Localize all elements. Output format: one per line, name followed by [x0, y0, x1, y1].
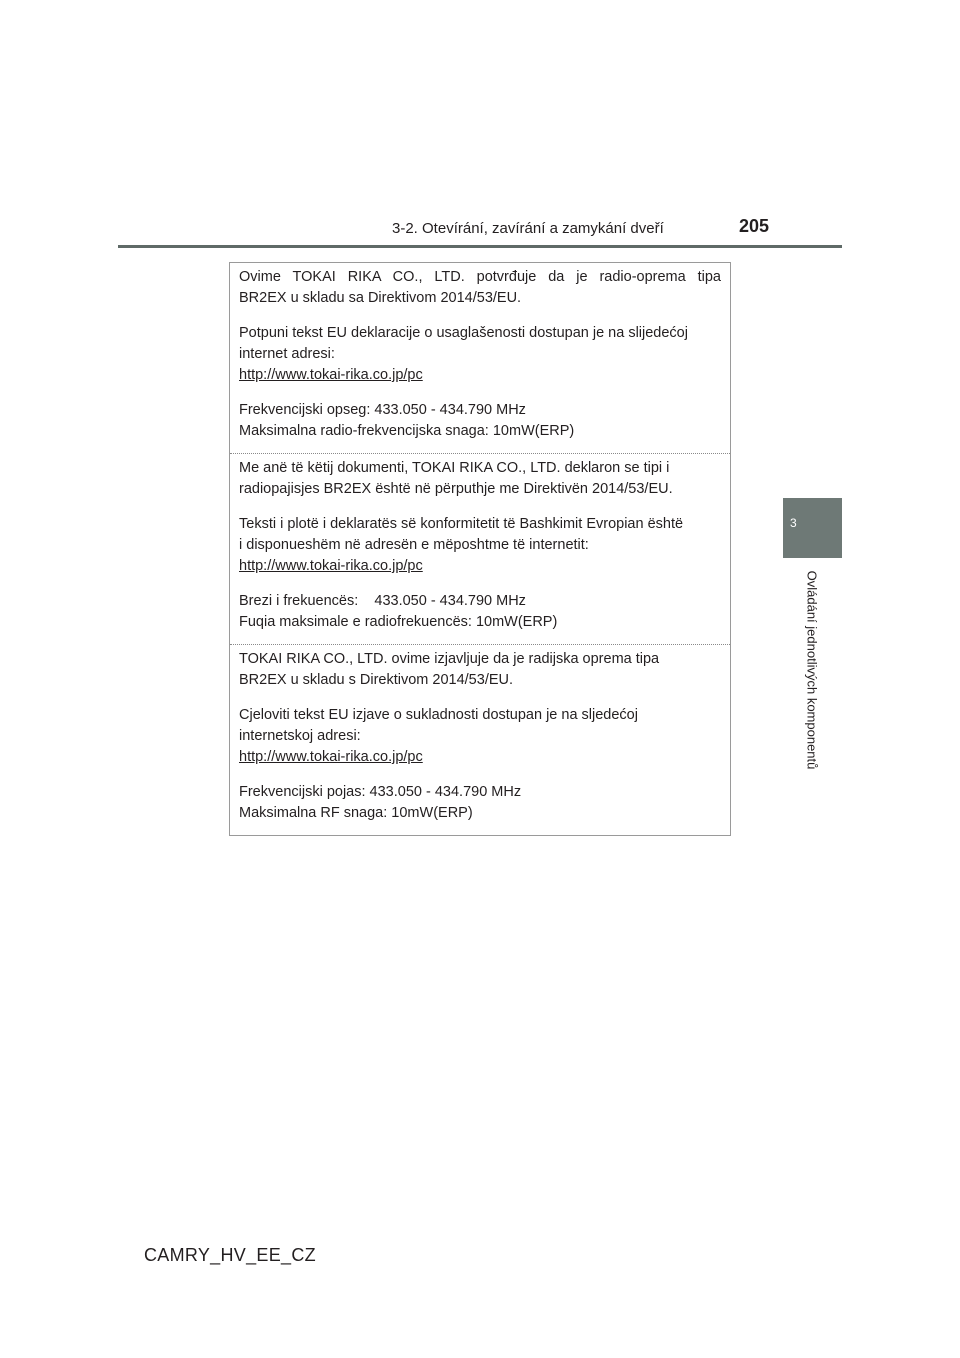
text-line: Maksimalna RF snaga: 10mW(ERP) [239, 805, 473, 821]
text-line: internet adresi: [239, 346, 335, 362]
declaration-box [229, 262, 731, 836]
section-title: 3-2. Otevírání, zavírání a zamykání dveří [392, 220, 664, 237]
declaration-paragraph [239, 458, 721, 500]
declaration-url-link[interactable]: http://www.tokai-rika.co.jp/pc [239, 558, 423, 574]
text-line: TOKAI RIKA CO., LTD. ovime izjavljuje da je radijska oprema tipa [239, 651, 660, 667]
text-line: Maksimalna radio-frekvencijska snaga: 10mW(ERP) [239, 423, 575, 439]
text-line: internetskoj adresi: [239, 728, 361, 744]
full-text-paragraph [239, 705, 721, 768]
full-text-paragraph [239, 514, 721, 577]
full-text-paragraph [239, 323, 721, 386]
declaration-url-link[interactable]: http://www.tokai-rika.co.jp/pc [239, 749, 423, 765]
text-line: i disponueshëm në adresën e mëposhtme të internetit: [239, 537, 589, 553]
text-line: Brezi i frekuencës: 433.050 - 434.790 MHz [239, 593, 526, 609]
text-line: Cjeloviti tekst EU izjave o sukladnosti dostupan je na sljedećoj [239, 707, 638, 723]
text-line: Potpuni tekst EU deklaracije o usaglašenosti dostupan je na slijedećoj [239, 325, 688, 341]
text-line: Fuqia maksimale e radiofrekuencës: 10mW(ERP) [239, 614, 558, 630]
declaration-paragraph [239, 267, 721, 309]
chapter-tab [783, 498, 842, 558]
header-divider [118, 245, 842, 248]
declaration-section-montenegrin [230, 263, 730, 453]
text-line: BR2EX u skladu sa Direktivom 2014/53/EU. [239, 290, 522, 306]
frequency-paragraph [239, 782, 721, 824]
text-line: Frekvencijski opseg: 433.050 - 434.790 MHz [239, 402, 526, 418]
declaration-section-croatian [230, 644, 730, 835]
text-line: Me anë të këtij dokumenti, TOKAI RIKA CO., LTD. deklaron se tipi i [239, 460, 670, 476]
declaration-url-link[interactable]: http://www.tokai-rika.co.jp/pc [239, 367, 423, 383]
text-line: Frekvencijski pojas: 433.050 - 434.790 MHz [239, 784, 522, 800]
text-line: BR2EX u skladu s Direktivom 2014/53/EU. [239, 672, 514, 688]
chapter-number: 3 [790, 516, 797, 530]
declaration-section-albanian [230, 453, 730, 644]
text-line: Teksti i plotë i deklaratës së konformitetit të Bashkimit Evropian është [239, 516, 684, 532]
text-line: Ovime TOKAI RIKA CO., LTD. potvrđuje da je radio-oprema tipa [239, 269, 721, 285]
page-number: 205 [739, 216, 770, 236]
declaration-paragraph [239, 649, 721, 691]
frequency-paragraph [239, 400, 721, 442]
text-line: radiopajisjes BR2EX është në përputhje me Direktivën 2014/53/EU. [239, 481, 673, 497]
frequency-paragraph [239, 591, 721, 633]
model-code: CAMRY_HV_EE_CZ [144, 1245, 316, 1265]
chapter-title: Ovládání jednotlivých komponentů [804, 570, 820, 770]
